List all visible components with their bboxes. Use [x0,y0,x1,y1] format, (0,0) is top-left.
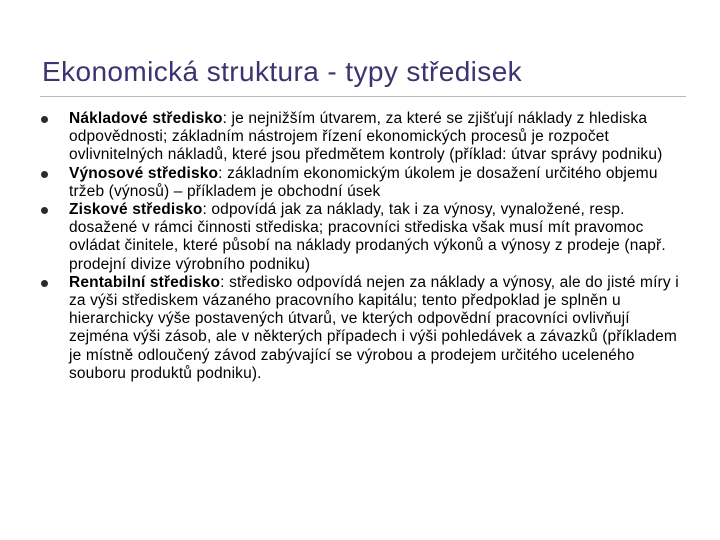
bullet-term: Výnosové středisko [69,164,219,182]
title-divider [40,96,686,97]
bullet-text: : odpovídá jak za náklady, tak i za výnosy, vynaložené, resp. dosažené v rámci činnosti střediska; pracovníci střediska však musí mít pravomoc ovládat činitele, které působí na náklady prodaných výkonů a výnosy z prodeje (např. prodejní divize výrobního podniku) [69,201,666,273]
bullet-term: Ziskové středisko [69,201,203,219]
bullet-text: : středisko odpovídá nejen za náklady a výnosy, ale do jisté míry i za výši střediskem vázaného pracovního kapitálu; tento předpoklad je splněn u hierarchicky výše postavených útvarů, ve kterých odpovědní pracovníci ovlivňují zejména výši zásob, ale v některých případech i výši pohledávek a závazků (příkladem je místně odloučený závod zabývající se výrobou a prodejem určitého uceleného souboru produktů podniku). [69,273,679,382]
bullet-text: : je nejnižším útvarem, za které se zjišťují náklady z hlediska odpovědnosti; základním nástrojem řízení ekonomických procesů je rozpočet ovlivnitelných nákladů, které jsou předmětem kontroly (příklad: útvar správy podniku) [69,110,663,164]
bullet-dot-icon [41,280,48,287]
bullet-dot-icon [41,207,48,214]
bullet-list [40,110,690,383]
bullet-dot-icon [41,171,48,178]
bullet-text: : základním ekonomickým úkolem je dosažení určitého objemu tržeb (výnosů) – příkladem je obchodní úsek [69,164,658,200]
bullet-item-vynosove-stredisko [40,165,690,201]
bullet-item-nakladove-stredisko [40,110,690,165]
bullet-item-rentabilni-stredisko [40,274,690,383]
bullet-item-ziskove-stredisko [40,201,690,274]
bullet-term: Nákladové středisko [69,110,223,127]
bullet-dot-icon [41,116,48,123]
bullet-term: Rentabilní středisko [69,273,221,291]
slide-title: Ekonomická struktura - typy středisek [42,56,523,87]
